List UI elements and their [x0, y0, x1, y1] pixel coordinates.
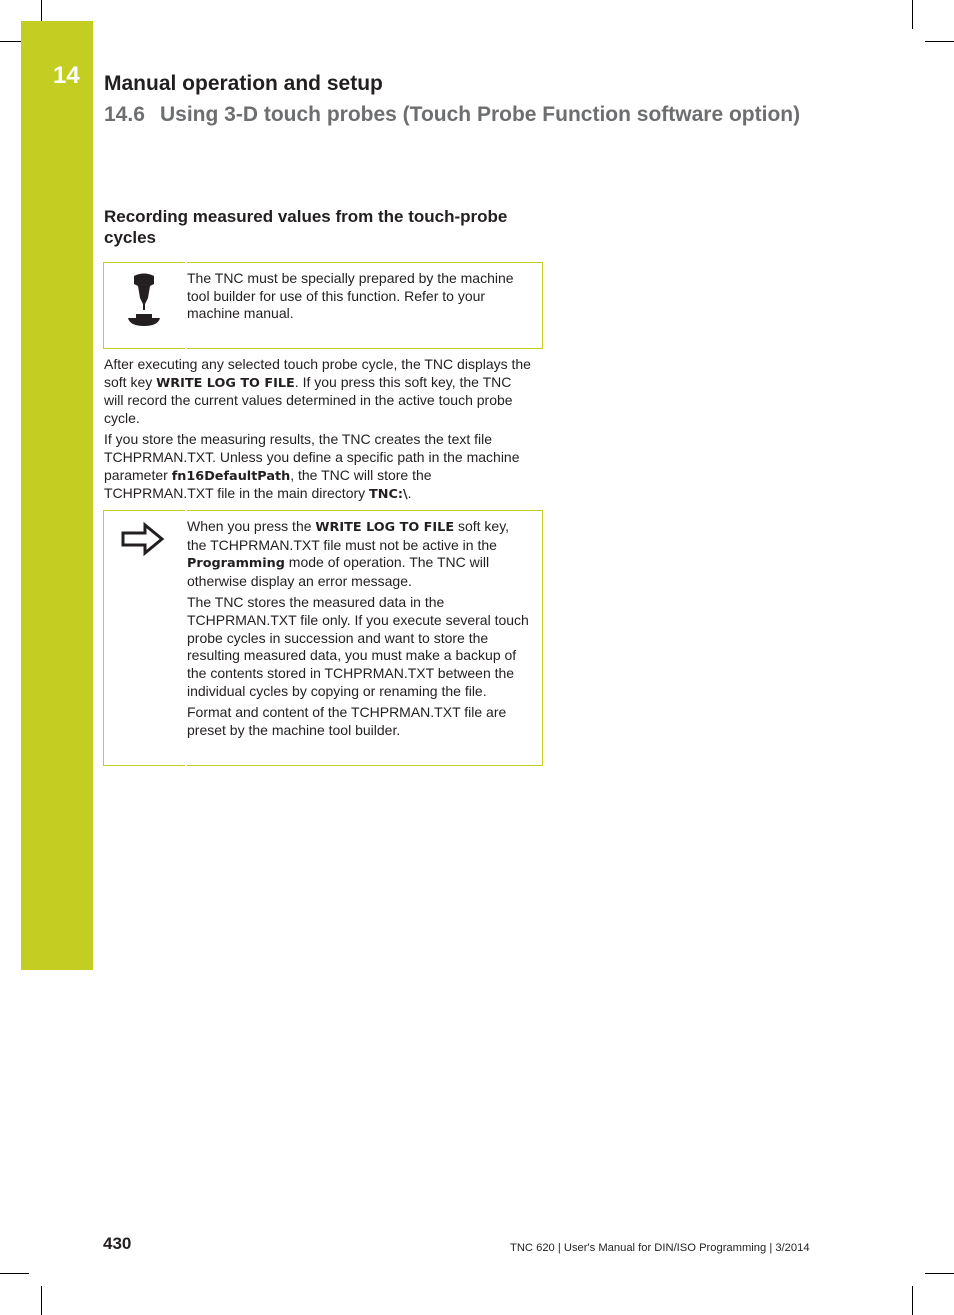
text-run: After executing any selected touch probe cycle, the TNC displays the soft key — [104, 356, 531, 390]
crop-mark — [925, 1273, 954, 1274]
softkey-name: WRITE LOG TO FILE — [156, 375, 295, 391]
note-text — [187, 263, 542, 331]
note-text — [187, 511, 542, 747]
text-run: mode of operation. The TNC will otherwise display an error message. — [187, 554, 490, 590]
crop-mark — [912, 1286, 913, 1315]
footer-text: TNC 620 | User's Manual for DIN/ISO Programming | 3/2014 — [510, 1242, 810, 1254]
machine-note-box — [103, 262, 543, 349]
mode-name: Programming — [187, 556, 285, 572]
text-run: . — [407, 485, 412, 502]
subsection-heading: Recording measured values from the touch-probe cycles — [104, 207, 508, 247]
crop-mark — [0, 41, 21, 42]
paragraph — [104, 356, 534, 428]
section-number: 14.6 — [104, 103, 145, 126]
text-run: soft key, the TCHPRMAN.TXT file must not be active in the — [187, 518, 510, 553]
important-note-box — [103, 510, 543, 766]
chapter-title: Manual operation and setup — [104, 72, 383, 95]
note-divider — [185, 509, 187, 767]
softkey-name: WRITE LOG TO FILE — [315, 520, 455, 535]
chapter-number: 14 — [53, 62, 80, 89]
parameter-name: fn16DefaultPath — [171, 468, 291, 484]
crop-mark — [41, 1286, 42, 1315]
chapter-tab-bar — [21, 21, 93, 970]
note-paragraph: The TNC stores the measured data in the TCHPRMAN.TXT file only. If you execute several touch probe cycles in succession and want to store the resulting measured data, you must make a backup of the contents stored in TCHPRMAN.TXT between the individual cycles by copying or renaming the file. — [187, 594, 529, 699]
text-run: If you store the measuring results, the TNC creates the text file TCHPRMAN.TXT. Unless you define a specific path in the machine parameter — [104, 431, 520, 483]
section-title — [104, 103, 800, 127]
arrow-right-icon — [121, 522, 165, 561]
paragraph — [104, 431, 534, 504]
text-run: , the TNC will store the TCHPRMAN.TXT file in the main directory — [104, 466, 432, 502]
crop-mark — [925, 41, 954, 42]
note-divider — [185, 261, 187, 350]
crop-mark — [0, 1273, 29, 1274]
note-paragraph — [187, 518, 532, 591]
section-title-text: Using 3-D touch probes (Touch Probe Function software option) — [160, 103, 801, 126]
text-run: When you press the — [187, 518, 316, 534]
crop-mark — [912, 0, 913, 29]
page-number: 430 — [103, 1234, 132, 1253]
note-paragraph: Format and content of the TCHPRMAN.TXT file are preset by the machine tool builder. — [187, 704, 507, 738]
note-paragraph: The TNC must be specially prepared by the machine tool builder for use of this function. Refer to your machine manual. — [187, 270, 514, 322]
body-text — [104, 356, 534, 508]
text-run: . If you press this soft key, the TNC will record the current values determined in the active touch probe cycle. — [104, 373, 513, 427]
directory-name: TNC:\ — [369, 487, 408, 503]
crop-mark — [41, 0, 42, 21]
machine-tool-icon — [122, 272, 166, 333]
